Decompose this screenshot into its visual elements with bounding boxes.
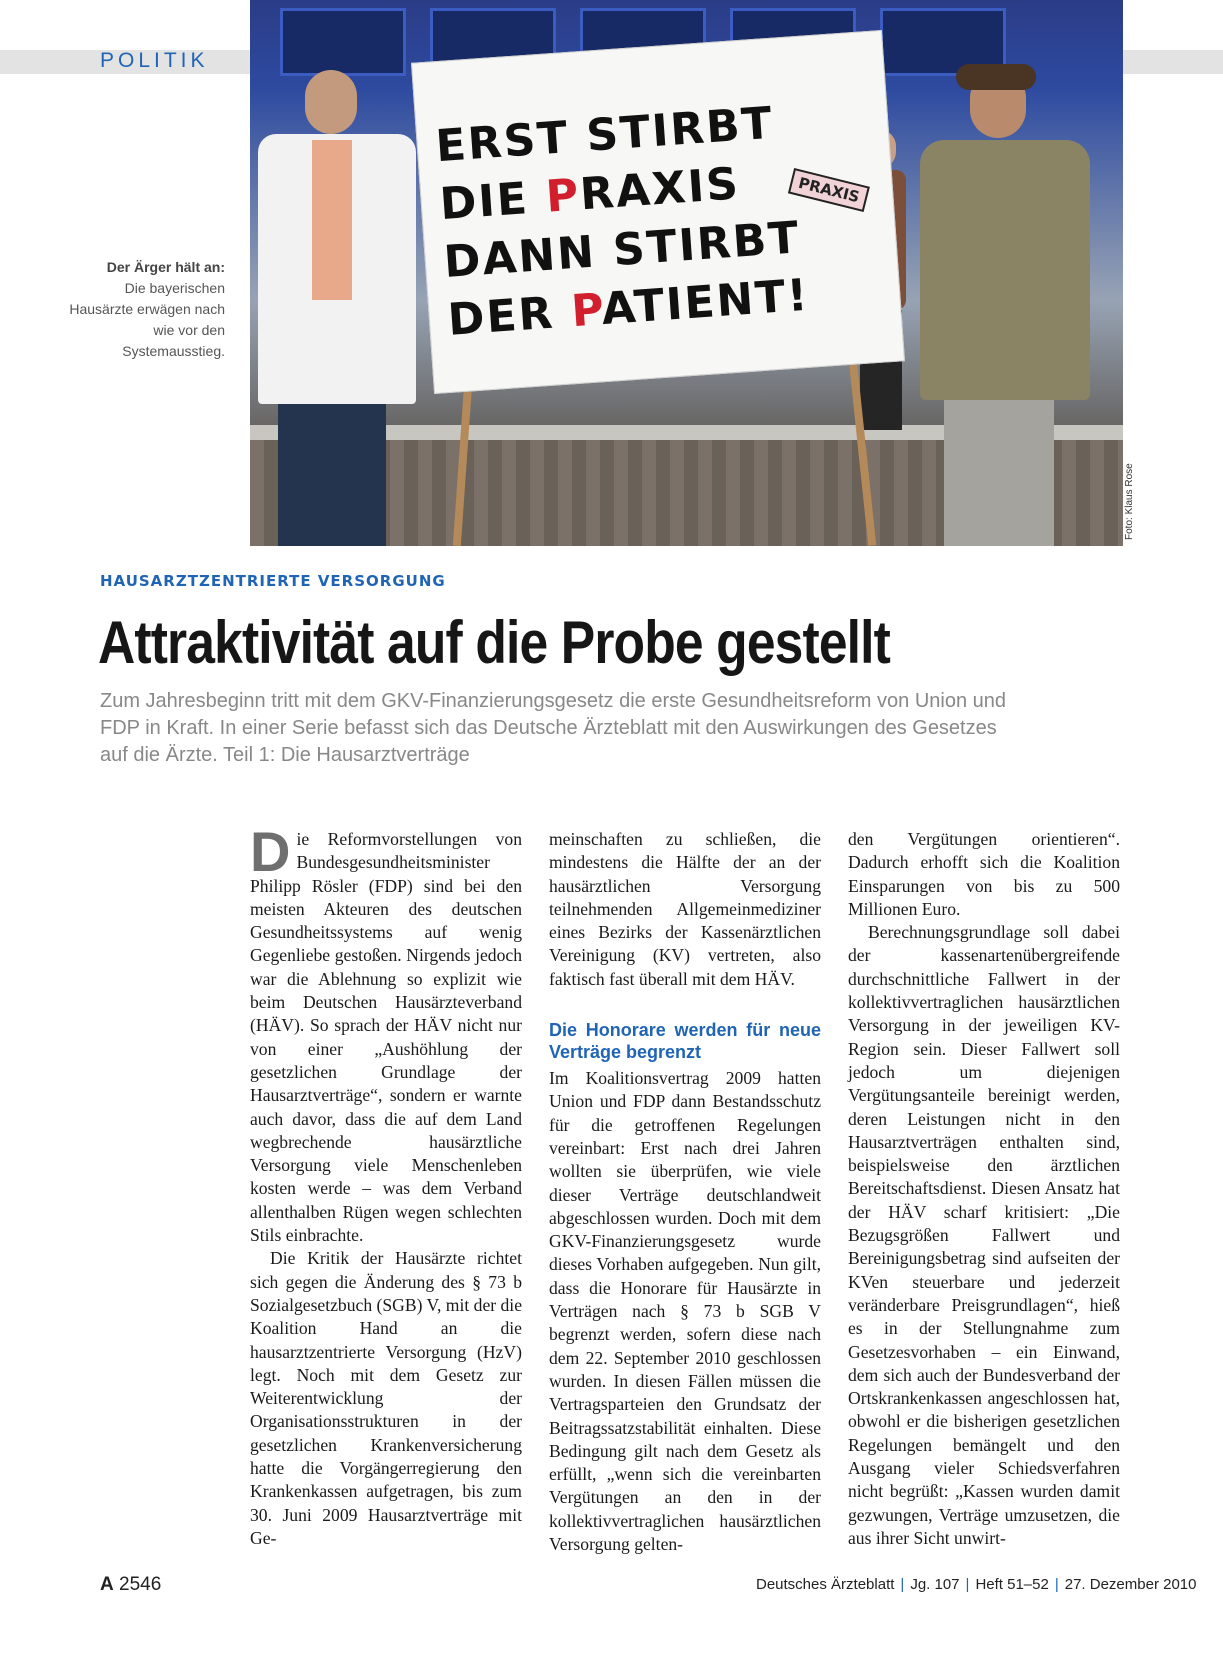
journal-footer xyxy=(756,1576,1196,1593)
journal-date: 27. Dezember 2010 xyxy=(1064,1576,1197,1593)
journal-volume: Jg. 107 xyxy=(910,1576,960,1593)
banner-line: DANN STIRBT xyxy=(442,212,802,288)
journal-name: Deutsches Ärzteblatt xyxy=(756,1576,895,1593)
caption-lead: Der Ärger hält an: xyxy=(106,259,225,275)
footer-separator: | xyxy=(1054,1576,1059,1593)
banner-red-letter: P xyxy=(569,284,604,338)
page-number xyxy=(100,1574,161,1596)
paragraph: meinschaften zu schließen, die mindestens die Hälfte der an der hausärztlichen Versorgung teilnehmenden Allgemeinmediziner eines Bezirks der Kassenärztlichen Vereinigung (KV) vertreten, also faktisch fast überall mit dem HÄV. xyxy=(549,829,821,989)
footer-separator: | xyxy=(900,1576,905,1593)
photo-caption xyxy=(60,257,225,362)
page-prefix: A xyxy=(100,1574,114,1595)
page-number-value: 2546 xyxy=(119,1574,162,1595)
article-photo xyxy=(250,0,1123,546)
section-label: POLITIK xyxy=(100,49,209,72)
article-headline: Attraktivität auf die Probe gestellt xyxy=(98,609,890,676)
paragraph: Berechnungsgrundlage soll dabei der kassenartenübergreifende durchschnittliche Fallwert in der kollektivvertraglichen hausärztlichen Versorgung in der jeweiligen KV-Region sein. Dieser Fallwert soll jedoch um diejenigen Vergütungsanteile bereinigt werden, deren Leistungen nicht in den Hausarztverträgen enthalten sind, beispielsweise den ärztlichen Bereitschaftsdienst. Diesen Ansatz hat der HÄV scharf kritisiert: „Die Bezugsgrößen Fallwert und Bereinigungsbetrag sind aufseiten der KVen steuerbare und jederzeit veränderbare Preisgrundlagen“, hieß es in der Stellungnahme zum Gesetzesvorhaben – ein Einwand, dem sich auch der Bundesverband der Ortskrankenkassen angeschlossen hat, obwohl er die bisherigen gesetzlichen Regelungen bemängelt und den Ausgang vieler Schiedsverfahren nicht begrüßt: „Kassen wurden damit gezwungen, Verträge umzusetzen, die aus ihrer Sicht unwirt- xyxy=(848,922,1120,1548)
banner-line: DER PATIENT! xyxy=(446,269,811,346)
banner-line: ERST STIRBT xyxy=(434,97,776,173)
caption-text: Die bayerischen Hausärzte erwägen nach wie vor den Systemausstieg. xyxy=(69,280,225,359)
doctor-figure xyxy=(250,60,420,546)
banner-red-letter: P xyxy=(544,169,582,223)
paragraph: den Vergütungen orientieren“. Dadurch erhofft sich die Koalition Einsparungen von bis zu 500 Millionen Euro. xyxy=(848,829,1120,919)
praxis-cross-stamp: PRAXIS xyxy=(788,168,870,212)
paragraph-text: ie Reformvorstellungen von Bundesgesundheitsminister Philipp Rösler (FDP) sind bei den meisten Akteuren des deutschen Gesundheitssystems auf wenig Gegenliebe gestoßen. Nirgends jedoch war die Ablehnung so explizit wie beim Deutschen Hausärzteverband (HÄV). So sprach der HÄV nicht nur von einer „Aushöhlung der gesetzlichen Grundlage der Hausarztverträge“, sondern er warnte auch davor, dass die auf dem Land wegbrechende hausärztliche Versorgung viele Menschenleben kosten werde – was dem Verband allenthalben Rügen wegen schlechten Stils einbrachte. xyxy=(250,829,522,1246)
article-column-2 xyxy=(549,828,821,1556)
article-kicker: HAUSARZTZENTRIERTE VERSORGUNG xyxy=(100,572,446,590)
article-standfirst: Zum Jahresbeginn tritt mit dem GKV-Finanzierungsgesetz die erste Gesundheitsreform von Union und FDP in Kraft. In einer Serie befasst sich das Deutsche Ärzteblatt mit den Auswirkungen des Gesetzes auf die Ärzte. Teil 1: Die Hausarztverträge xyxy=(100,690,1006,766)
photo-credit: Foto: Klaus Rose xyxy=(1124,463,1135,540)
banner-text xyxy=(434,89,869,350)
protest-banner xyxy=(411,30,905,394)
footer-separator: | xyxy=(965,1576,970,1593)
journal-issue: Heft 51–52 xyxy=(975,1576,1049,1593)
article-column-1 xyxy=(250,820,523,1550)
paragraph: Die Kritik der Hausärzte richtet sich gegen die Änderung des § 73 b Sozialgesetzbuch (SGB) V, mit der die Koalition Hand an die hausarztzentrierte Versorgung (HzV) legt. Noch mit dem Gesetz zur Weiterentwicklung der Organisationsstrukturen in der gesetzlichen Krankenversicherung hatte die Vorgängerregierung den Krankenkassen aufgetragen, bis zum 30. Juni 2009 Hausarztverträge mit Ge- xyxy=(250,1248,523,1548)
paragraph: Im Koalitionsvertrag 2009 hatten Union und FDP dann Bestandsschutz für die getroffenen Regelungen vereinbart: Erst nach drei Jahren wollten sie überprüfen, wie viele dieser Verträge deutschlandweit abgeschlossen wurden. Doch mit dem GKV-Finanzierungsgesetz wurde dieses Vorhaben aufgegeben. Nun gilt, dass die Honorare für Hausärzte in Verträgen nach § 73 b SGB V begrenzt werden, sofern diese nach dem 22. September 2010 geschlossen wurden. In diesen Fällen müssen die Vertragsparteien den Grundsatz der Beitragssatzstabilität einhalten. Diese Bedingung gilt nach dem Gesetz als erfüllt, „wenn sich die vereinbarten Vergütungen an den in der kollektivvertraglichen hausärztlichen Versorgung gelten- xyxy=(549,1068,821,1555)
article-column-3 xyxy=(848,828,1120,1550)
article-subhead: Die Honorare werden für neue Verträge begrenzt xyxy=(549,1020,821,1063)
banner-line: DIE PRAXIS xyxy=(438,158,742,231)
drop-cap: D xyxy=(250,820,291,883)
man-figure xyxy=(880,60,1110,546)
paragraph xyxy=(250,820,522,1247)
